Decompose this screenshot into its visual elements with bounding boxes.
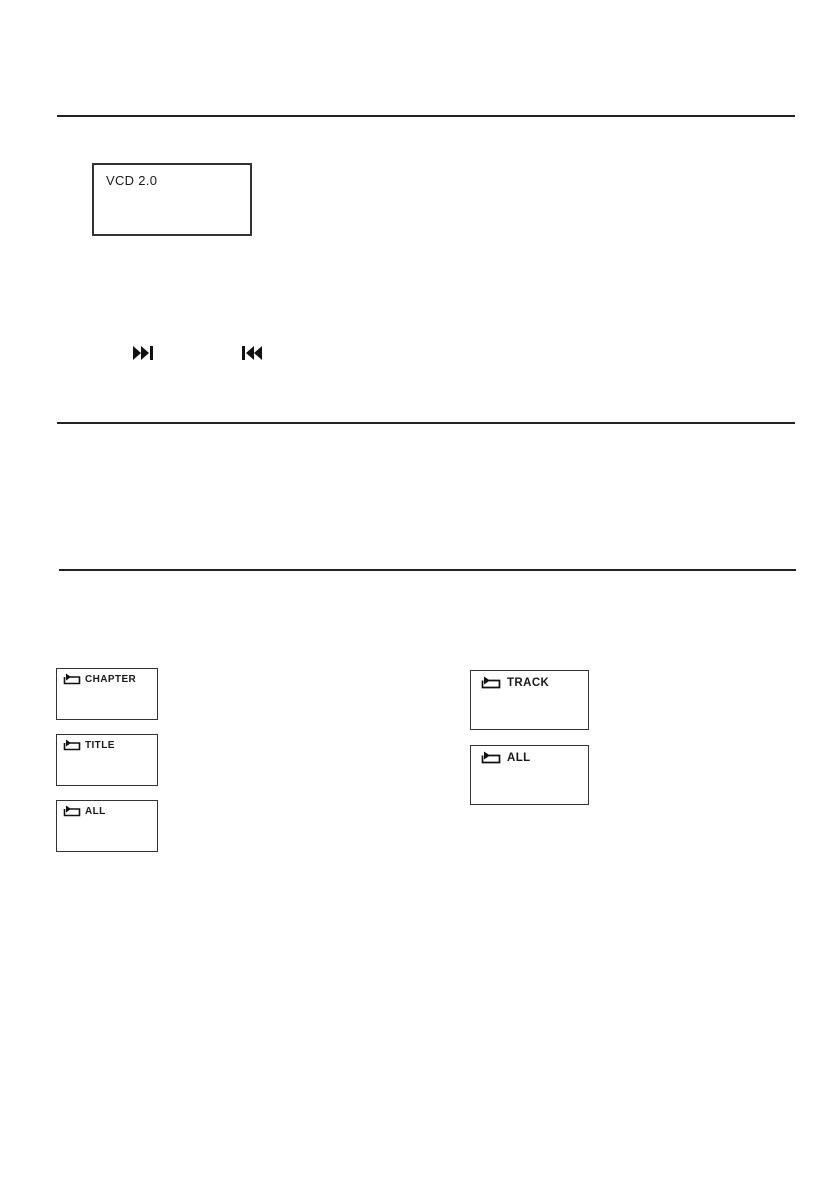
repeat-icon: [481, 751, 501, 764]
repeat-all-display: [56, 800, 158, 852]
repeat-mode-label: CHAPTER: [85, 673, 137, 685]
repeat-mode-label: ALL: [85, 805, 106, 817]
section-divider: [57, 422, 795, 424]
repeat-icon: [63, 673, 81, 685]
repeat-track-display: [470, 670, 589, 730]
skip-previous-icon: [242, 346, 264, 360]
repeat-chapter-display: [56, 668, 158, 720]
section-divider: [59, 569, 796, 571]
repeat-mode-label: ALL: [507, 751, 531, 764]
repeat-icon: [63, 805, 81, 817]
skip-next-icon: [133, 346, 155, 360]
repeat-mode-label: TRACK: [507, 676, 550, 689]
repeat-icon: [63, 739, 81, 751]
section-divider: [57, 115, 795, 117]
vcd-version-display: [92, 163, 252, 236]
repeat-icon: [481, 676, 501, 689]
repeat-title-display: [56, 734, 158, 786]
repeat-mode-label: TITLE: [85, 739, 115, 751]
vcd-version-text: VCD 2.0: [106, 173, 158, 188]
repeat-all-display: [470, 745, 589, 805]
